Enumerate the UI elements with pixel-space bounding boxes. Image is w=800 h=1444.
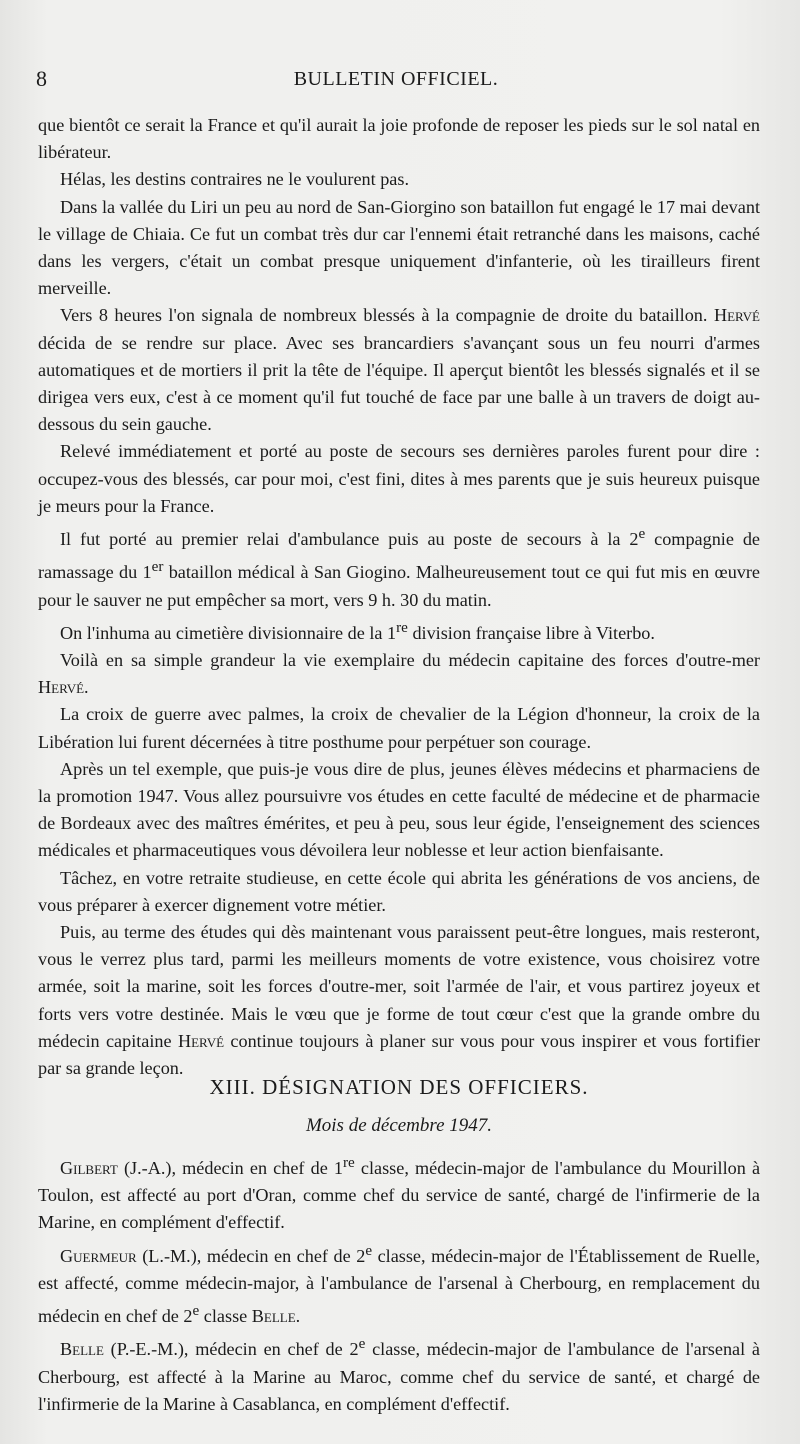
section-subtitle: Mois de décembre 1947.	[305, 1115, 493, 1136]
person-name: Hervé	[713, 305, 761, 326]
text-run: (L.-M.), médecin en chef de 2	[142, 1245, 366, 1266]
text-run: décida de se rendre sur place. Avec ses brancardiers s'avançant sous un feu nourri d'armes automatiques et de mortiers il prit la tête de l'équipe. Il aperçut bientôt les blessés signalés et il se dirigea vers eux, c'est à ce moment qu'il fut touché de face par une balle à un travers de doigt au-dessous du sein gauche.	[38, 332, 760, 435]
text-run: On l'inhuma au cimetière divisionnaire de la 1	[60, 622, 397, 643]
appointment-entry	[38, 1237, 760, 1331]
officer-name: Belle	[60, 1339, 104, 1360]
body-text	[38, 112, 760, 1082]
person-name: Hervé.	[38, 677, 89, 698]
section-title: XIII. DÉSIGNATION DES OFFICIERS.	[209, 1075, 589, 1099]
officer-name: Guermeur	[60, 1245, 137, 1266]
paragraph	[38, 302, 760, 438]
paragraph: Hélas, les destins contraires ne le voulurent pas.	[60, 169, 409, 190]
running-title: BULLETIN OFFICIEL.	[293, 68, 499, 90]
paragraph	[38, 520, 760, 614]
ordinal-superscript: e	[192, 1302, 200, 1320]
ordinal-superscript: e	[358, 1335, 366, 1353]
paragraph	[38, 919, 760, 1082]
text-run: bataillon médical à San Giogino. Malheureusement tout ce qui fut mis en œuvre pour le sauver ne put empêcher sa mort, vers 9 h. 30 du matin.	[38, 562, 761, 610]
ordinal-superscript: er	[151, 558, 164, 576]
ordinal-superscript: re	[342, 1154, 355, 1171]
ordinal-superscript: e	[638, 525, 646, 543]
text-run: (J.-A.), médecin en chef de 1	[124, 1158, 343, 1179]
paragraph: que bientôt ce serait la France et qu'il aurait la joie profonde de reposer les pieds sur le sol natal en libérateur.	[38, 115, 760, 163]
text-run: Voilà en sa simple grandeur la vie exemplaire du médecin capitaine des forces d'outre-mer	[60, 650, 760, 671]
section-designation	[38, 1073, 760, 1418]
officer-name: Belle.	[251, 1306, 301, 1327]
paragraph: Dans la vallée du Liri un peu au nord de San-Giorgino son bataillon fut engagé le 17 mai devant le village de Chiaia. Ce fut un combat très dur car l'ennemi était retranché dans les maisons, caché dans les vergers, c'était un combat presque uniquement d'infanterie, où les tirailleurs firent merveille.	[38, 196, 760, 299]
ordinal-superscript: re	[396, 618, 408, 636]
text-run: (P.-E.-M.), médecin en chef de 2	[110, 1339, 359, 1360]
paragraph: La croix de guerre avec palmes, la croix de chevalier de la Légion d'honneur, la croix de la Libération lui furent décernées à titre posthume pour perpétuer son courage.	[38, 704, 760, 752]
text-run: Vers 8 heures l'on signala de nombreux blessés à la compagnie de droite du bataillon.	[60, 305, 708, 326]
paragraph: Relevé immédiatement et porté au poste de secours ses dernières paroles furent pour dire : occupez-vous des blessés, car pour moi, c'est fini, dites à mes parents que je suis heureux puisque je meurs pour la France.	[38, 441, 760, 516]
text-run: continue toujours à planer sur vous pour vous inspirer et vous fortifier par sa grande leçon.	[38, 1030, 761, 1079]
text-run: Puis, au terme des études qui dès maintenant vous paraissent peut-être longues, mais resteront, vous le verrez plus tard, parmi les meilleurs moments de votre existence, vous choisirez votre armée, soit la marine, soit les forces d'outre-mer, soit l'armée de l'air, et vous partirez joyeux et forts vers votre destinée. Mais le vœu que je forme de tout cœur c'est que la grande ombre du médecin capitaine	[38, 922, 760, 1051]
person-name: Hervé	[177, 1030, 225, 1051]
page-header	[36, 66, 756, 96]
appointment-entry	[38, 1330, 760, 1418]
paragraph	[38, 614, 760, 647]
appointment-entry	[38, 1149, 760, 1237]
text-run: compagnie de ramassage du 1	[38, 529, 761, 583]
text-run: classe, médecin-major de l'Établissement de Ruelle, est affecté, comme médecin-major, à l'ambulance de l'arsenal à Cherbourg, en remplacement du médecin en chef de 2	[38, 1245, 760, 1327]
text-run: Il fut porté au premier relai d'ambulance puis au poste de secours à la 2	[60, 529, 639, 550]
paragraph: Tâchez, en votre retraite studieuse, en cette école qui abrita les générations de vos anciens, de vous préparer à exercer dignement votre métier.	[38, 867, 760, 915]
text-run: classe	[203, 1306, 248, 1327]
ordinal-superscript: e	[365, 1241, 373, 1259]
text-run: division française libre à Viterbo.	[412, 622, 655, 643]
paragraph	[38, 647, 760, 701]
text-run: classe, médecin-major de l'ambulance de l'arsenal à Cherbourg, est affecté à la Marine au Maroc, comme chef du service de santé, et chargé de l'infirmerie de la Marine à Casablanca, en complément d'effectif.	[38, 1339, 761, 1414]
paragraph: Après un tel exemple, que puis-je vous dire de plus, jeunes élèves médecins et pharmaciens de la promotion 1947. Vous allez poursuivre vos études en cette faculté de médecine et de pharmacie de Bordeaux avec des maîtres émérites, et peu à peu, sous leur égide, l'enseignement des sciences médicales et pharmaceutiques vous dévoilera leur noblesse et leur action bienfaisante.	[38, 758, 760, 861]
text-run: classe, médecin-major de l'ambulance du Mourillon à Toulon, est affecté au port d'Oran, comme chef du service de santé, chargé de l'infirmerie de la Marine, en complément d'effectif.	[38, 1158, 761, 1233]
officer-name: Gilbert	[60, 1158, 118, 1179]
page-number: 8	[36, 66, 47, 91]
